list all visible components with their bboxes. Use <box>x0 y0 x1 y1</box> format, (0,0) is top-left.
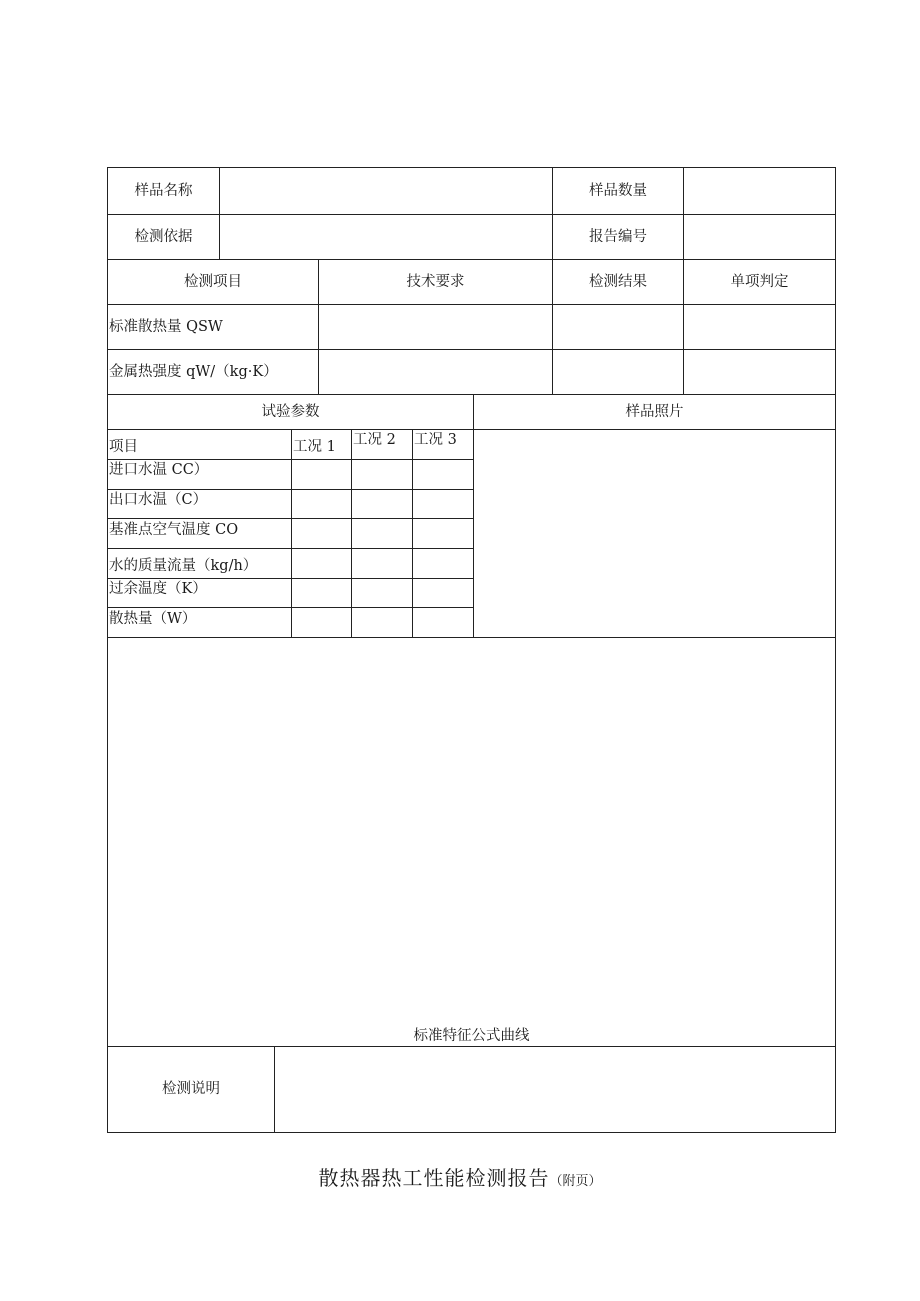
photo-title: 样品照片 <box>625 403 684 420</box>
page-title <box>0 1162 920 1191</box>
param-c1-field[interactable] <box>292 519 351 548</box>
result-value-field[interactable] <box>553 305 683 349</box>
sample-photo-area[interactable] <box>474 430 835 637</box>
param-c3-field[interactable] <box>413 579 473 607</box>
param-c2-field[interactable] <box>352 490 412 518</box>
param-c1-field[interactable] <box>292 608 351 637</box>
param-item: 进口水温 CC） <box>109 462 209 478</box>
result-value-field[interactable] <box>553 350 683 394</box>
param-c3-field[interactable] <box>413 549 473 578</box>
col-header-requirement: 技术要求 <box>406 273 465 290</box>
params-title: 试验参数 <box>261 403 320 420</box>
result-item: 标准散热量 QSW <box>109 318 223 335</box>
report-title: 散热器热工性能检测报告 <box>318 1166 550 1190</box>
sample-qty-field[interactable] <box>684 168 835 214</box>
result-requirement-field[interactable] <box>319 350 552 394</box>
param-c3-field[interactable] <box>413 519 473 548</box>
param-c2-field[interactable] <box>352 579 412 607</box>
curve-area[interactable] <box>108 638 835 1046</box>
param-c3-field[interactable] <box>413 460 473 489</box>
col-header-verdict: 单项判定 <box>730 273 789 290</box>
param-c1-field[interactable] <box>292 490 351 518</box>
param-c3-field[interactable] <box>413 490 473 518</box>
basis-label: 检测依据 <box>134 228 193 245</box>
notes-field[interactable] <box>275 1047 835 1132</box>
report-title-suffix: （附页） <box>549 1174 602 1189</box>
result-verdict-field[interactable] <box>684 350 835 394</box>
param-c3-field[interactable] <box>413 608 473 637</box>
param-c1-field[interactable] <box>292 579 351 607</box>
param-c2-field[interactable] <box>352 460 412 489</box>
param-c1-field[interactable] <box>292 549 351 578</box>
col-header-item: 检测项目 <box>184 273 242 290</box>
curve-caption: 标准特征公式曲线 <box>413 1027 530 1044</box>
table-border-bottom <box>107 1132 836 1133</box>
param-c2-field[interactable] <box>352 519 412 548</box>
param-item: 散热量（W） <box>109 611 197 627</box>
basis-field[interactable] <box>220 215 552 259</box>
param-col-condition-2: 工况 2 <box>353 432 396 448</box>
param-item: 基准点空气温度 CO <box>109 522 239 538</box>
table-border-right <box>835 167 836 1133</box>
param-col-condition-1: 工况 1 <box>293 439 336 455</box>
col-header-result: 检测结果 <box>589 273 647 290</box>
result-verdict-field[interactable] <box>684 305 835 349</box>
result-requirement-field[interactable] <box>319 305 552 349</box>
param-item: 出口水温（C） <box>109 492 208 508</box>
notes-label: 检测说明 <box>162 1081 220 1098</box>
param-col-condition-3: 工况 3 <box>414 432 457 448</box>
sample-name-label: 样品名称 <box>134 182 193 199</box>
param-item: 过余温度（K） <box>109 581 207 597</box>
param-c2-field[interactable] <box>352 608 412 637</box>
sample-name-field[interactable] <box>220 168 552 214</box>
param-c1-field[interactable] <box>292 460 351 489</box>
param-c2-field[interactable] <box>352 549 412 578</box>
result-item: 金属热强度 qW/（kg·K） <box>109 363 278 380</box>
report-no-label: 报告编号 <box>589 228 647 245</box>
param-col-item: 项目 <box>109 439 138 455</box>
report-no-field[interactable] <box>684 215 835 259</box>
sample-qty-label: 样品数量 <box>589 182 647 199</box>
param-item: 水的质量流量（kg/h） <box>109 558 258 574</box>
